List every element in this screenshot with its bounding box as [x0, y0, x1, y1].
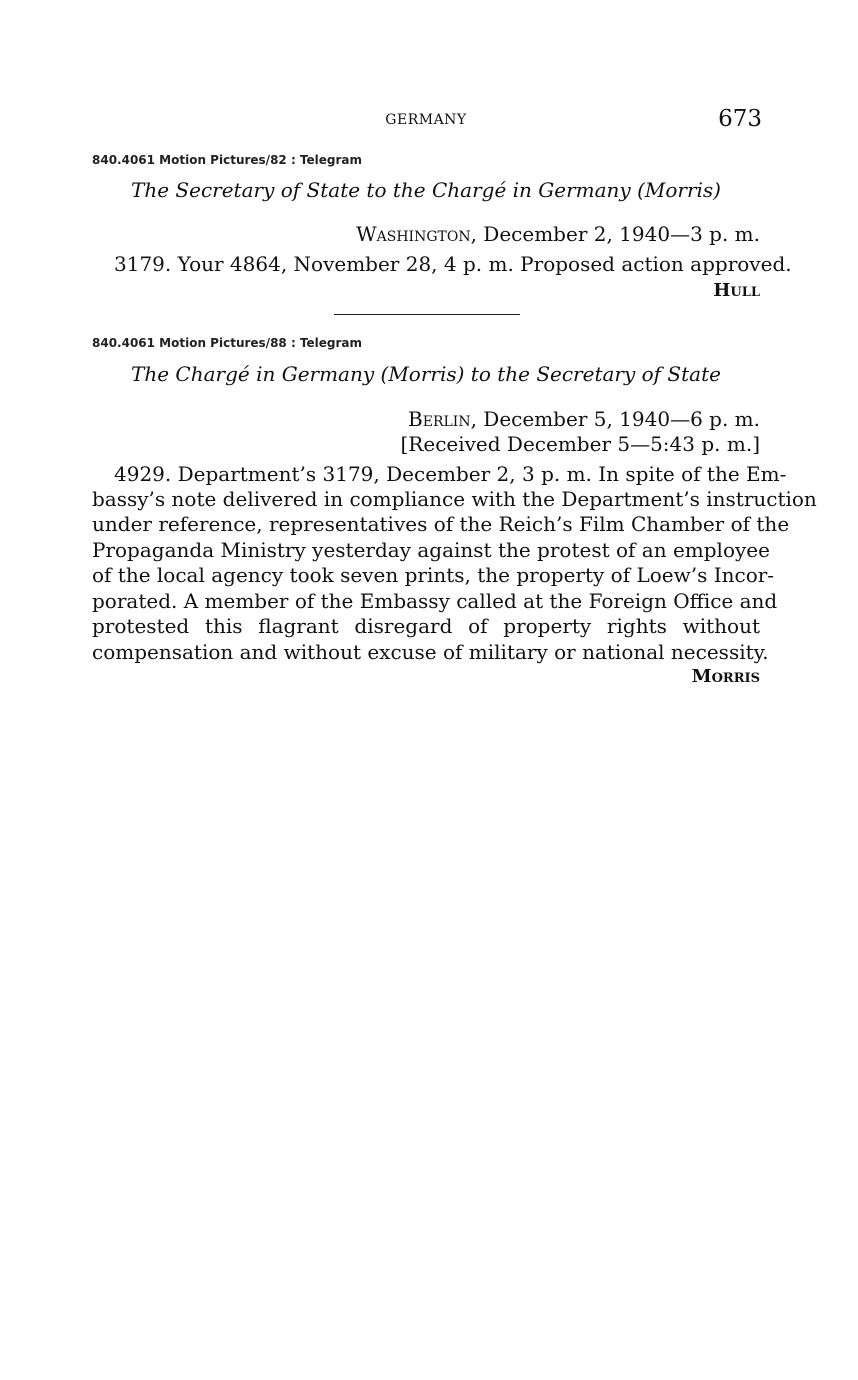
dateline-2 [408, 407, 760, 431]
body-line-2-2: bassy’s note delivered in compliance with the Department’s instruction [92, 487, 817, 511]
body-line-2-6: porated. A member of the Embassy called at the Foreign Office and [92, 589, 778, 613]
document-page [92, 0, 817, 1380]
body-line-1-1: 3179. Your 4864, November 28, 4 p. m. Proposed action approved. [114, 252, 792, 276]
signature-1: Hull [713, 280, 760, 301]
running-head: GERMANY [385, 112, 467, 128]
received-line-2: [Received December 5—5:43 p. m.] [400, 432, 760, 456]
dateline-1 [356, 222, 760, 246]
file-reference-2: 840.4061 Motion Pictures/88 : Telegram [92, 336, 363, 350]
body-line-2-5: of the local agency took seven prints, the property of Loew’s Incor- [92, 563, 775, 587]
signature-2: Morris [691, 666, 760, 687]
body-line-2-1: 4929. Department’s 3179, December 2, 3 p. m. In spite of the Em- [114, 462, 787, 486]
page-header [92, 106, 760, 138]
body-line-2-8: compensation and without excuse of military or national necessity. [92, 640, 769, 664]
body-line-2-4: Propaganda Ministry yesterday against the protest of an employee [92, 538, 770, 562]
body-line-2-3: under reference, representatives of the Reich’s Film Chamber of the [92, 512, 790, 536]
dateline-place-2: Berlin [408, 407, 471, 431]
body-line-2-7: protested this flagrant disregard of property rights without [92, 614, 760, 638]
document-title-1: The Secretary of State to the Chargé in Germany (Morris) [131, 178, 721, 202]
section-divider [334, 314, 520, 315]
page-number: 673 [718, 106, 762, 132]
dateline-place-1: Washington [356, 222, 471, 246]
file-reference-1: 840.4061 Motion Pictures/82 : Telegram [92, 153, 363, 167]
dateline-date-2: , December 5, 1940—6 p. m. [470, 407, 760, 431]
document-title-2: The Chargé in Germany (Morris) to the Secretary of State [131, 362, 721, 386]
dateline-date-1: , December 2, 1940—3 p. m. [470, 222, 760, 246]
